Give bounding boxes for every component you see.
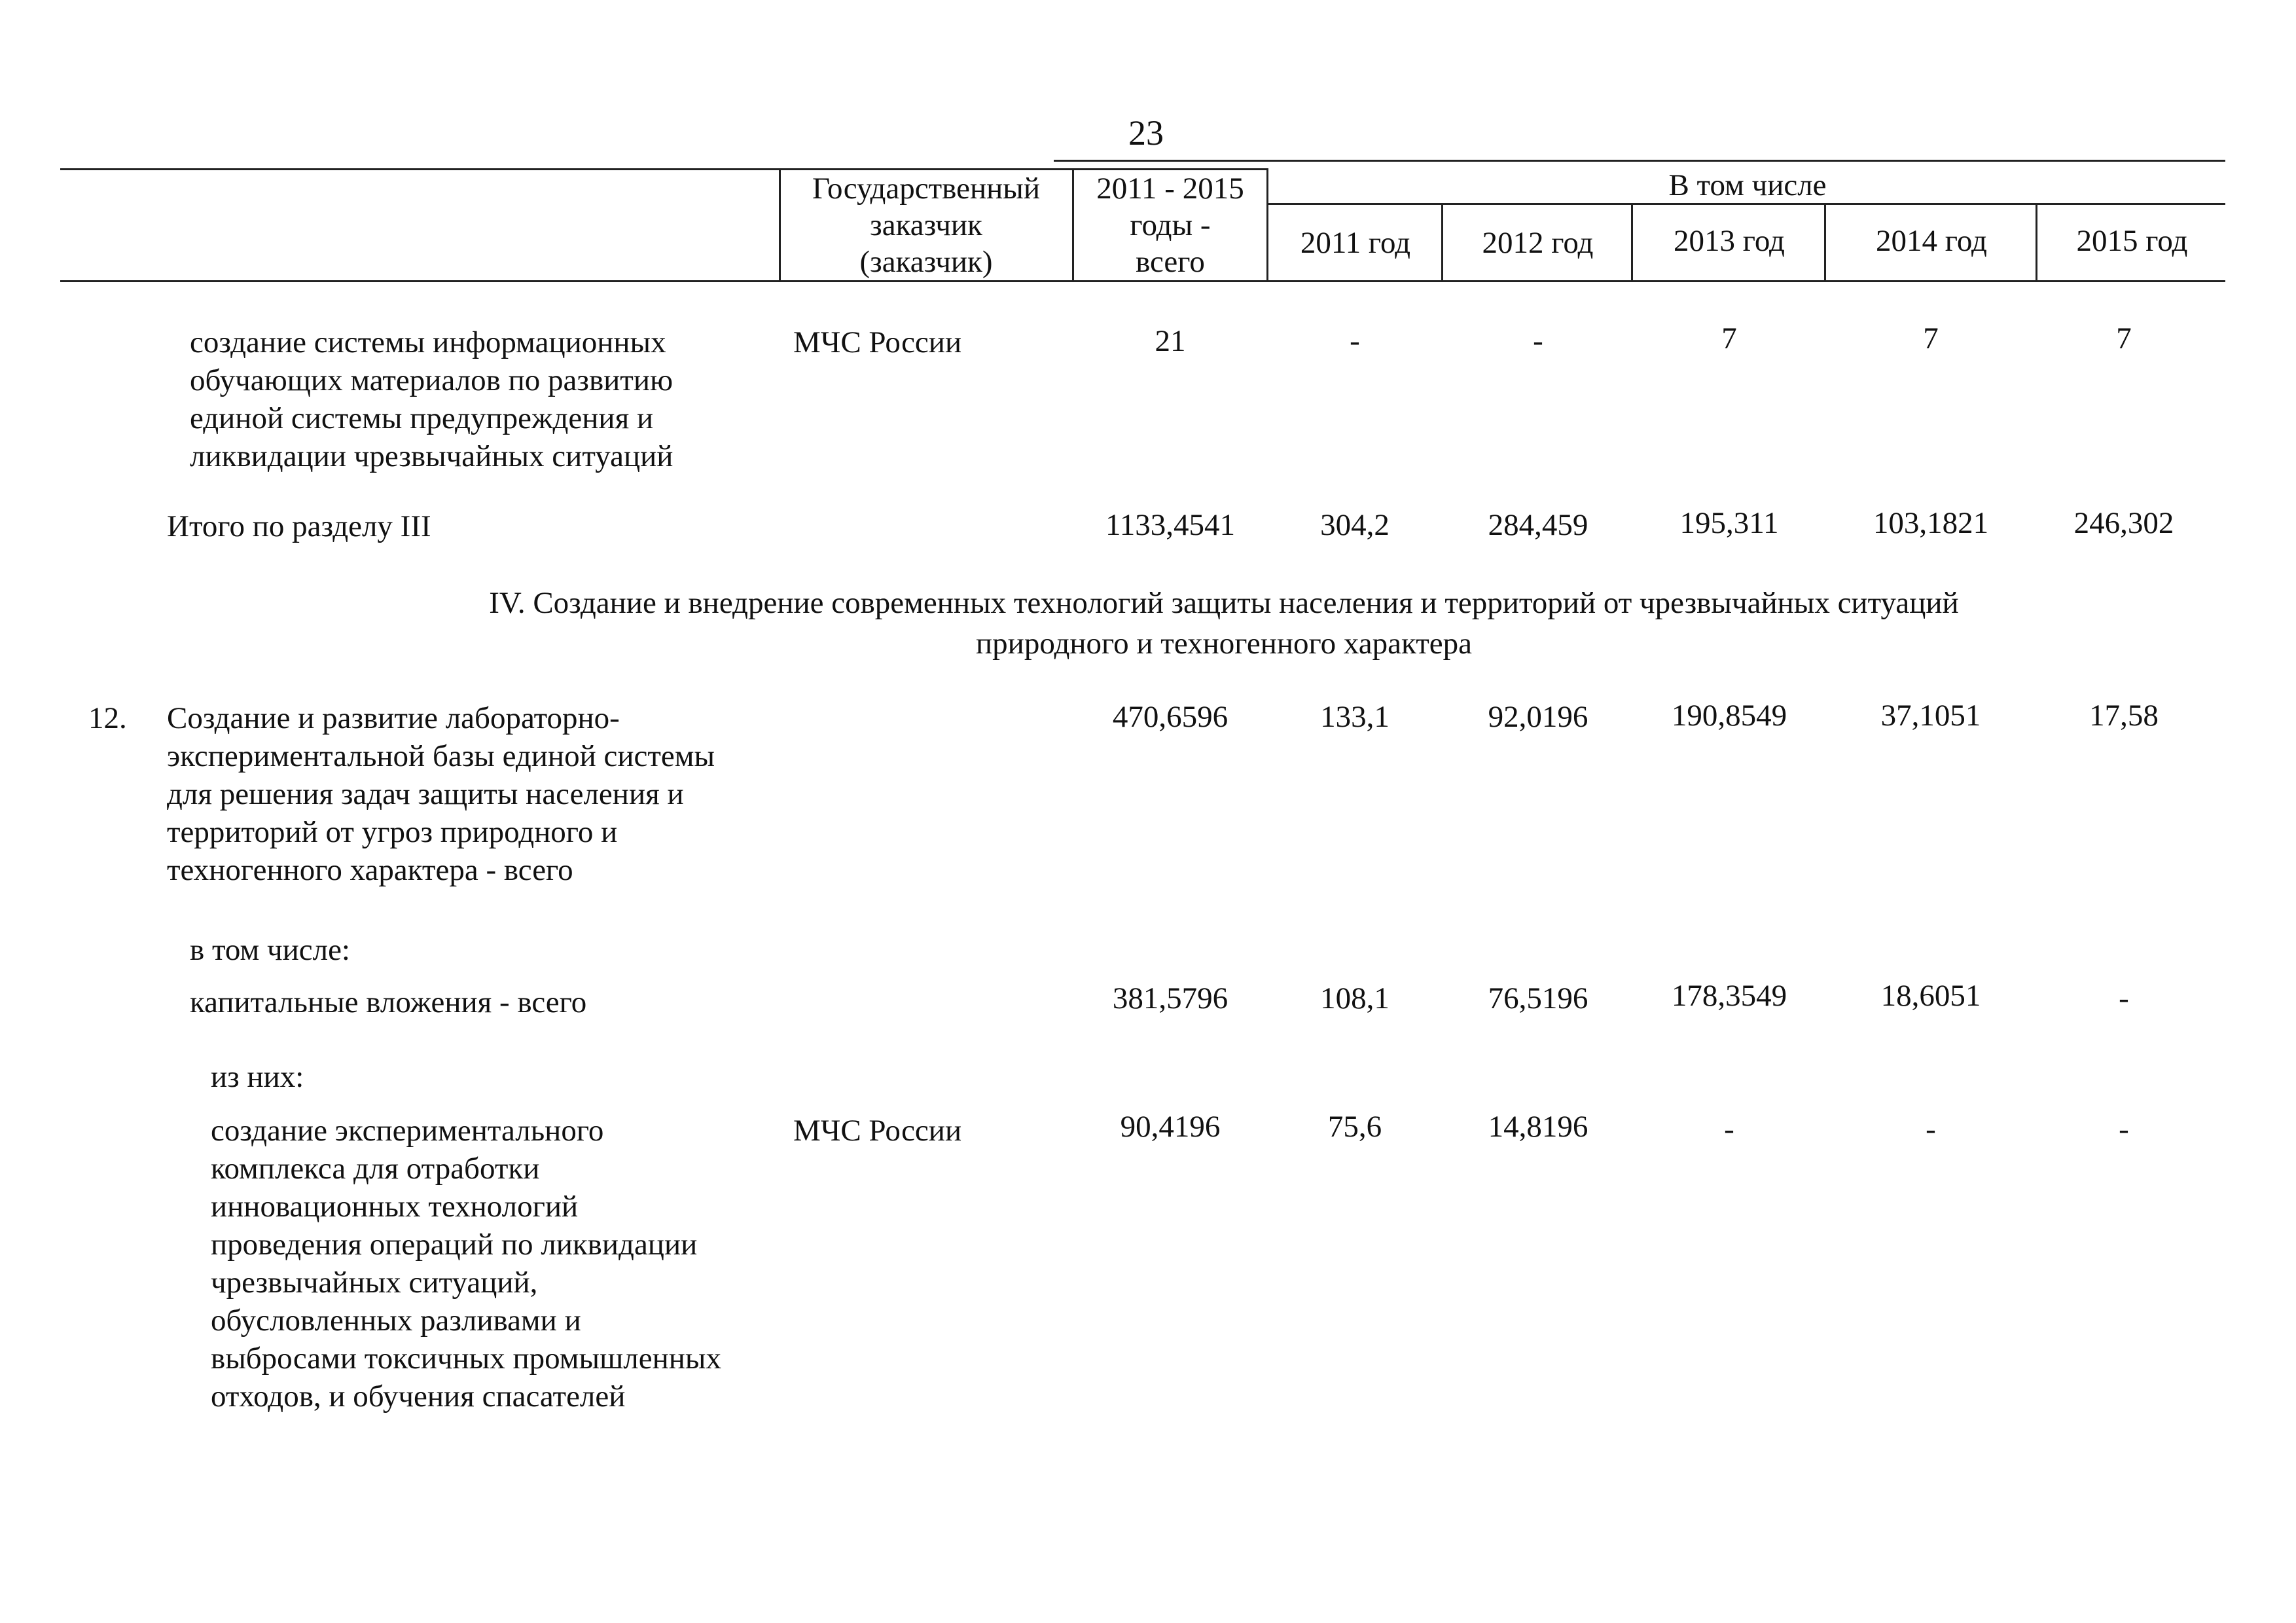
- header-customer-line: (заказчик): [859, 245, 993, 279]
- col-divider-6: [1824, 203, 1826, 280]
- section-iv-heading: [340, 583, 2108, 664]
- label-line: обучающих материалов по развитию: [190, 363, 673, 397]
- label-line: единой системы предупреждения и: [190, 401, 654, 435]
- header-customer-line: Государственный: [812, 172, 1040, 206]
- capital-investment-2014: 18,6051: [1880, 979, 1981, 1013]
- header-total-line: годы -: [1130, 208, 1211, 242]
- header-customer-line: заказчик: [870, 208, 982, 242]
- item-12-2013: 190,8549: [1671, 699, 1787, 733]
- label-line: ликвидации чрезвычайных ситуаций: [190, 439, 673, 473]
- capital-investment-label: капитальные вложения - всего: [190, 985, 587, 1019]
- row-info-materials-2012: -: [1533, 324, 1543, 358]
- label-line: создание системы информационных: [190, 325, 666, 359]
- row-total-section-iii-2012: 284,459: [1488, 508, 1588, 542]
- header-year-2013: 2013 год: [1674, 224, 1785, 258]
- col-divider-5: [1631, 203, 1633, 280]
- col-divider-4: [1441, 203, 1443, 280]
- label-line: проведения операций по ликвидации: [211, 1228, 698, 1262]
- experimental-complex-2015: -: [2119, 1112, 2129, 1146]
- header-total-line: всего: [1136, 245, 1205, 279]
- row-total-section-iii-2011: 304,2: [1320, 508, 1390, 542]
- row-total-section-iii-2014: 103,1821: [1873, 506, 1989, 540]
- label-line: Создание и развитие лабораторно-: [167, 701, 620, 735]
- page-number: 23: [1128, 113, 1164, 153]
- experimental-complex-2011: 75,6: [1327, 1110, 1382, 1144]
- header-top-rule: [1054, 160, 2225, 162]
- col-divider-1: [779, 168, 781, 280]
- label-line: для решения задач защиты населения и: [167, 777, 684, 811]
- row-info-materials-2015: 7: [2116, 321, 2132, 356]
- row-total-section-iii-2015: 246,302: [2073, 506, 2174, 540]
- item-12-2011: 133,1: [1320, 700, 1390, 734]
- experimental-complex-2012: 14,8196: [1488, 1110, 1588, 1144]
- capital-investment-2012: 76,5196: [1488, 981, 1588, 1015]
- of-them-label: из них:: [211, 1060, 304, 1094]
- row-info-materials-customer: МЧС России: [793, 325, 962, 359]
- header-bottom-rule: [60, 280, 2225, 282]
- header-year-2014: 2014 год: [1876, 224, 1987, 258]
- header-customer: [782, 170, 1070, 280]
- row-info-materials-2013: 7: [1721, 321, 1737, 356]
- header-year-2012: 2012 год: [1482, 226, 1594, 260]
- item-12-label: [167, 699, 715, 889]
- label-line: техногенного характера - всего: [167, 853, 573, 887]
- section-iv-heading-line: природного и техногенного характера: [976, 627, 1472, 661]
- item-12-2015: 17,58: [2089, 699, 2159, 733]
- including-label: в том числе:: [190, 933, 350, 967]
- capital-investment-total: 381,5796: [1112, 981, 1229, 1015]
- label-line: чрезвычайных ситуаций,: [211, 1266, 538, 1300]
- label-line: территорий от угроз природного и: [167, 815, 618, 849]
- header-year-2011: 2011 год: [1300, 226, 1411, 260]
- item-12-2014: 37,1051: [1880, 699, 1981, 733]
- header-year-2015: 2015 год: [2076, 224, 2188, 258]
- col-divider-7: [2036, 203, 2037, 280]
- item-12-number: 12.: [88, 701, 127, 735]
- col-divider-3: [1266, 168, 1268, 280]
- experimental-complex-total: 90,4196: [1120, 1110, 1221, 1144]
- header-total-line: 2011 - 2015: [1096, 172, 1244, 206]
- row-total-section-iii-2013: 195,311: [1679, 506, 1779, 540]
- row-total-section-iii-total: 1133,4541: [1105, 508, 1235, 542]
- row-info-materials-label: [190, 323, 673, 475]
- label-line: комплекса для отработки: [211, 1152, 540, 1186]
- label-line: отходов, и обучения спасателей: [211, 1379, 626, 1413]
- capital-investment-2013: 178,3549: [1671, 979, 1787, 1013]
- header-total: [1075, 170, 1265, 280]
- experimental-complex-customer: МЧС России: [793, 1114, 962, 1148]
- item-12-2012: 92,0196: [1488, 700, 1588, 734]
- label-line: обусловленных разливами и: [211, 1304, 581, 1338]
- col-divider-2: [1072, 168, 1074, 280]
- header-including: В том числе: [1668, 168, 1827, 202]
- row-info-materials-2011: -: [1350, 324, 1360, 358]
- experimental-complex-2014: -: [1926, 1112, 1936, 1146]
- capital-investment-2015: -: [2119, 981, 2129, 1015]
- row-info-materials-2014: 7: [1923, 321, 1939, 356]
- row-total-section-iii-label: Итого по разделу III: [167, 509, 431, 543]
- label-line: создание экспериментального: [211, 1114, 604, 1148]
- section-iv-heading-line: IV. Создание и внедрение современных технологий защиты населения и территорий от чрезвычайных ситуаций: [489, 586, 1959, 620]
- item-12-total: 470,6596: [1112, 700, 1229, 734]
- experimental-complex-label: [211, 1112, 721, 1415]
- label-line: инновационных технологий: [211, 1190, 579, 1224]
- row-info-materials-total: 21: [1155, 324, 1186, 358]
- experimental-complex-2013: -: [1724, 1112, 1734, 1146]
- label-line: выбросами токсичных промышленных: [211, 1341, 721, 1376]
- capital-investment-2011: 108,1: [1320, 981, 1390, 1015]
- label-line: экспериментальной базы единой системы: [167, 739, 715, 773]
